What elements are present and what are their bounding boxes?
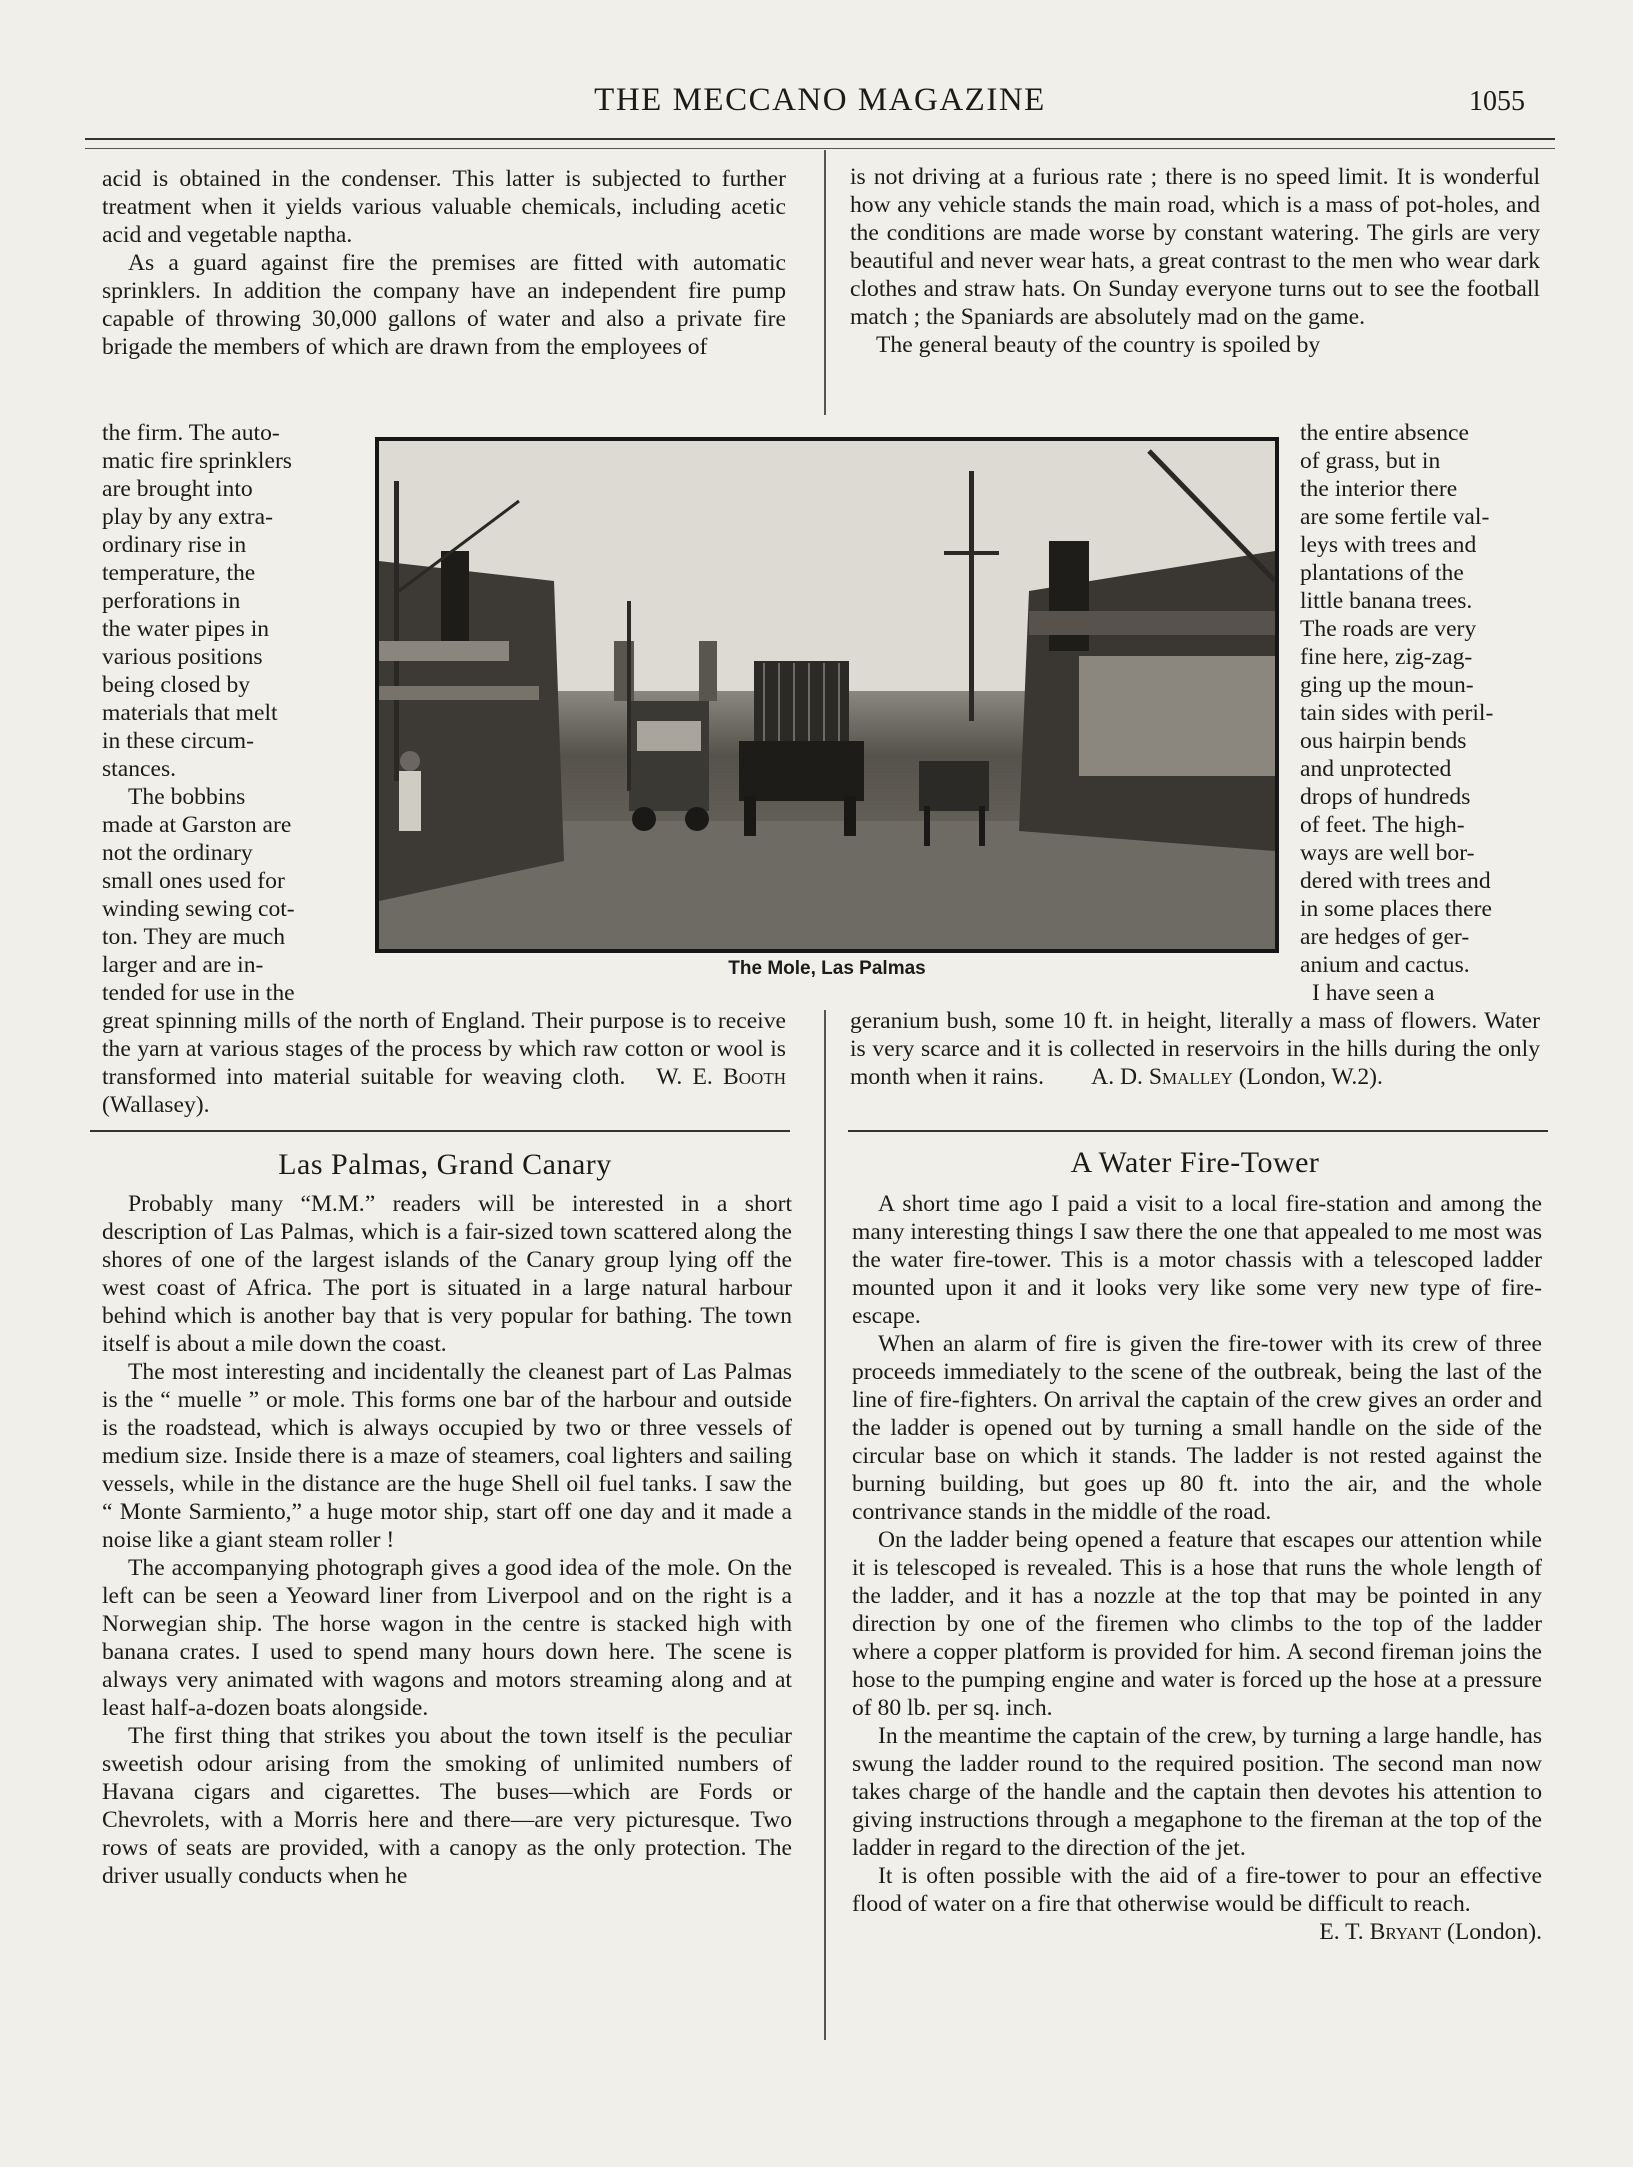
article2-paragraph: is not driving at a furious rate ; there is no speed limit. It is wonderful how any vehicle stands the main road, which is a mass of pot-holes, and the conditions are made worse by constant watering. The girls are very beautiful and never wear hats, a great contrast to the men who wear dark clothes and straw hats. On Sunday everyone turns out to see the football match ; the Spaniards are absolutely mad on the game. xyxy=(850,164,1540,330)
las-palmas-paragraph: The first thing that strikes you about the town itself is the peculiar sweetish odour arising from the smoking of unlimited numbers of Havana cigars and cigarettes. The buses—which are Fords or Chevrolets, with a Morris here and there—are very picturesque. Two rows of seats are provided, with a canopy as the only protection. The driver usually conducts when he xyxy=(102,1723,792,1889)
narrow-line: materials that melt xyxy=(102,700,278,726)
narrow-line: anium and cactus. xyxy=(1300,952,1470,978)
narrow-line: and unprotected xyxy=(1300,756,1452,782)
article2-general-line: The general beauty of the country is spoiled by xyxy=(876,332,1321,358)
section-rule-right xyxy=(848,1130,1548,1132)
narrow-line: in these circum- xyxy=(102,728,254,754)
fire-tower-paragraph: In the meantime the captain of the crew, by turning a large handle, has swung the ladder round to the required position. The second man now takes charge of the handle and the captain then devotes his attention to giving instructions through a megaphone to the fireman at the top of the ladder in regard to the direction of the jet. xyxy=(852,1723,1542,1861)
narrow-line: of feet. The high- xyxy=(1300,812,1465,838)
fire-tower-paragraph: A short time ago I paid a visit to a local fire-station and among the many interesting things I saw there the one that appealed to me most was the water fire-tower. This is a motor chassis with a telescoped ladder mounted upon it and it looks very like some very new type of fire-escape. xyxy=(852,1191,1542,1329)
las-palmas-body xyxy=(102,1190,792,1890)
narrow-line: winding sewing cot- xyxy=(102,896,295,922)
narrow-line: matic fire sprinklers xyxy=(102,448,292,474)
page-number: 1055 xyxy=(1469,86,1525,117)
las-palmas-heading: Las Palmas, Grand Canary xyxy=(278,1148,612,1181)
narrow-line: ous hairpin bends xyxy=(1300,728,1467,754)
narrow-line: leys with trees and xyxy=(1300,532,1477,558)
signature-name: A. D. Smalley xyxy=(1091,1064,1233,1090)
narrow-line: dered with trees and xyxy=(1300,868,1491,894)
narrow-line: fine here, zig-zag- xyxy=(1300,644,1473,670)
narrow-line: drops of hundreds xyxy=(1300,784,1471,810)
narrow-line: of grass, but in xyxy=(1300,448,1441,474)
narrow-line: the firm. The auto- xyxy=(102,420,280,446)
narrow-line: little banana trees. xyxy=(1300,588,1473,614)
fire-tower-body xyxy=(852,1190,1542,1946)
article1-paragraph: acid is obtained in the condenser. This latter is subjected to further treatment when it yields various valuable chemicals, including acetic acid and vegetable naptha. xyxy=(102,166,786,248)
narrow-line: tended for use in the xyxy=(102,980,295,1006)
narrow-line: ging up the moun- xyxy=(1300,672,1474,698)
magazine-title: THE MECCANO MAGAZINE xyxy=(594,82,1046,118)
article2-closing-text: geranium bush, some 10 ft. in height, literally a mass of flowers. Water is very scarce and it is collected in reservoirs in the hills during the only month when it rains. xyxy=(850,1008,1540,1090)
photo-caption: The Mole, Las Palmas xyxy=(728,958,926,979)
signature-place: (Wallasey). xyxy=(102,1092,210,1118)
narrow-line: perforations in xyxy=(102,588,241,614)
article1-top xyxy=(102,165,786,361)
narrow-line: in some places there xyxy=(1300,896,1492,922)
narrow-line: ordinary rise in xyxy=(102,532,247,558)
narrow-line: the water pipes in xyxy=(102,616,270,642)
article1-narrow xyxy=(102,419,342,1007)
article2-signature xyxy=(1050,1064,1383,1090)
fire-tower-paragraph: On the ladder being opened a feature that escapes our attention while it is telescoped is revealed. This is a hose that runs the whole length of the ladder, and it has a nozzle at the top that may be pointed in any direction by one of the firemen who climbs to the top of the ladder where a copper platform is provided for him. A second fireman joins the hose to the pumping engine and water is forced up the hose at a pressure of 80 lb. per sq. inch. xyxy=(852,1527,1542,1721)
signature-name: E. T. Bryant xyxy=(1319,1919,1442,1945)
fire-tower-signature xyxy=(852,1918,1542,1946)
article2-narrow xyxy=(1300,419,1540,1007)
las-palmas-paragraph: The most interesting and incidentally the cleanest part of Las Palmas is the “ muelle ” or mole. This forms one bar of the harbour and outside is the roadstead, which is always occupied by two or three vessels of medium size. Inside there is a maze of steamers, coal lighters and sailing vessels, while in the distance are the huge Shell oil fuel tanks. I saw the “ Monte Sarmiento,” a huge motor ship, start off one day and it made a noise like a giant steam roller ! xyxy=(102,1359,792,1553)
header-rule xyxy=(85,138,1555,149)
article1-closing-text: great spinning mills of the north of England. Their purpose is to receive the yarn at various stages of the process by which raw cotton or wool is transformed into material suitable for weaving cloth. xyxy=(102,1008,786,1090)
article2-bottom xyxy=(850,1007,1540,1091)
narrow-line: are some fertile val- xyxy=(1300,504,1490,530)
narrow-line: I have seen a xyxy=(1312,980,1435,1006)
narrow-line: ways are well bor- xyxy=(1300,840,1475,866)
article2-top xyxy=(850,163,1540,359)
narrow-line: plantations of the xyxy=(1300,560,1464,586)
signature-place: (London). xyxy=(1446,1919,1542,1945)
narrow-line: larger and are in- xyxy=(102,952,264,978)
narrow-line: the interior there xyxy=(1300,476,1458,502)
column-divider-bottom xyxy=(824,1010,826,2040)
article1-bottom xyxy=(102,1007,786,1119)
narrow-line: The bobbins xyxy=(128,784,246,810)
narrow-line: not the ordinary xyxy=(102,840,253,866)
fire-tower-heading: A Water Fire-Tower xyxy=(1070,1146,1320,1179)
harbour-photo xyxy=(375,437,1279,953)
page-header xyxy=(85,82,1555,142)
narrow-line: various positions xyxy=(102,644,263,670)
las-palmas-paragraph: Probably many “M.M.” readers will be interested in a short description of Las Palmas, which is a fair-sized town scattered along the shores of one of the largest islands of the Canary group lying off the west coast of Africa. The port is situated in a large natural harbour behind which is another bay that is very popular for bathing. The town itself is about a mile down the coast. xyxy=(102,1191,792,1357)
fire-tower-paragraph: When an alarm of fire is given the fire-tower with its crew of three proceeds immediately to the scene of the outbreak, being the last of the line of fire-fighters. On arrival the captain of the crew gives an order and the ladder is opened out by turning a small handle on the side of the circular base on which it stands. The ladder is not rested against the burning building, but goes up 80 ft. into the air, and the whole contrivance stands in the middle of the road. xyxy=(852,1331,1542,1525)
narrow-line: tain sides with peril- xyxy=(1300,700,1494,726)
harbour-photo-illustration xyxy=(379,441,1275,949)
narrow-line: are hedges of ger- xyxy=(1300,924,1470,950)
narrow-line: made at Garston are xyxy=(102,812,292,838)
narrow-line: play by any extra- xyxy=(102,504,273,530)
narrow-line: being closed by xyxy=(102,672,251,698)
article2-closing xyxy=(850,1007,1540,1091)
narrow-line: are brought into xyxy=(102,476,253,502)
narrow-line: the entire absence xyxy=(1300,420,1469,446)
signature-place: (London, W.2). xyxy=(1238,1064,1383,1090)
column-divider-top xyxy=(824,150,826,415)
section-rule-left xyxy=(90,1130,790,1132)
narrow-line: The roads are very xyxy=(1300,616,1477,642)
narrow-line: temperature, the xyxy=(102,560,256,586)
narrow-line: stances. xyxy=(102,756,177,782)
article1-closing xyxy=(102,1007,786,1119)
las-palmas-paragraph: The accompanying photograph gives a good idea of the mole. On the left can be seen a Yeoward liner from Liverpool and on the right is a Norwegian ship. The horse wagon in the centre is stacked high with banana crates. I used to spend many hours down here. The scene is always very animated with wagons and motors streaming along and at least half-a-dozen boats alongside. xyxy=(102,1555,792,1721)
fire-tower-paragraph: It is often possible with the aid of a fire-tower to pour an effective flood of water on a fire that otherwise would be difficult to reach. xyxy=(852,1863,1542,1917)
narrow-line: small ones used for xyxy=(102,868,285,894)
signature-name: W. E. Booth xyxy=(656,1064,786,1090)
narrow-line: ton. They are much xyxy=(102,924,286,950)
article1-paragraph: As a guard against fire the premises are fitted with automatic sprinklers. In addition the company have an independent fire pump capable of throwing 30,000 gallons of water and also a private fire brigade the members of which are drawn from the employees of xyxy=(102,250,786,360)
